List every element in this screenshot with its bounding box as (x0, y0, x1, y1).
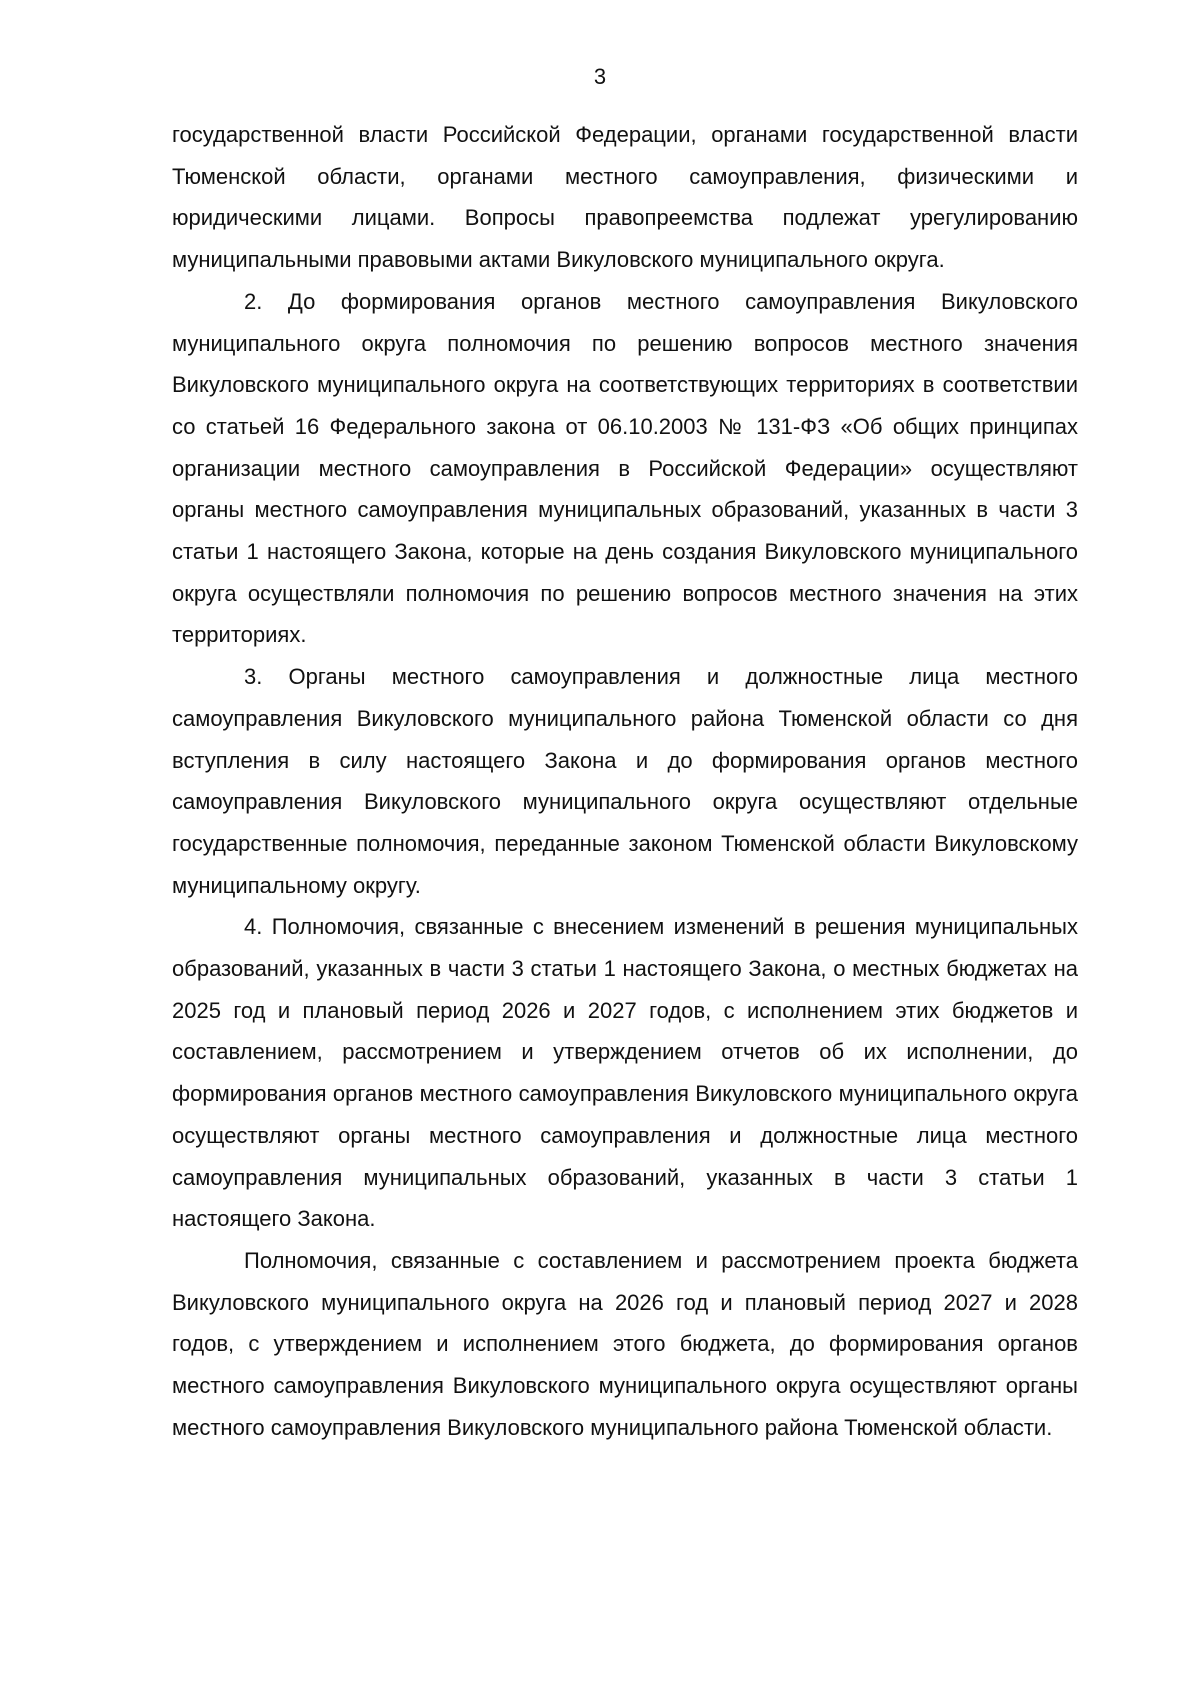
paragraph-continuation: государственной власти Российской Федерации, органами государственной власти Тюменской области, органами местного самоуправления, физическими и юридическими лицами. Вопросы правопреемства подлежат урегулированию муниципальными правовыми актами Викуловского муниципального округа. (172, 122, 1078, 273)
paragraph-item-4-continued: Полномочия, связанные с составлением и рассмотрением проекта бюджета Викуловского муниципального округа на 2026 год и плановый период 2027 и 2028 годов, с утверждением и исполнением этого бюджета, до формирования органов местного самоуправления Викуловского муниципального округа осуществляют органы местного самоуправления Викуловского муниципального района Тюменской области. (172, 1247, 1078, 1440)
paragraph-item-4: 4. Полномочия, связанные с внесением изменений в решения муниципальных образований, указанных в части 3 статьи 1 настоящего Закона, о местных бюджетах на 2025 год и плановый период 2026 и 2027 годов, с исполнением этих бюджетов и составлением, рассмотрением и утверждением отчетов об их исполнении, до формирования органов местного самоуправления Викуловского муниципального округа осуществляют органы местного самоуправления и должностные лица местного самоуправления муниципальных образований, указанных в части 3 статьи 1 настоящего Закона. (172, 914, 1078, 1232)
document-body (172, 114, 1078, 1449)
paragraph-item-3: 3. Органы местного самоуправления и должностные лица местного самоуправления Викуловского муниципального района Тюменской области со дня вступления в силу настоящего Закона и до формирования органов местного самоуправления Викуловского муниципального округа осуществляют отдельные государственные полномочия, переданные законом Тюменской области Викуловскому муниципальному округу. (172, 664, 1078, 898)
paragraph-item-2: 2. До формирования органов местного самоуправления Викуловского муниципального округа полномочия по решению вопросов местного значения Викуловского муниципального округа на соответствующих территориях в соответствии со статьей 16 Федерального закона от 06.10.2003 № 131-ФЗ «Об общих принципах организации местного самоуправления в Российской Федерации» осуществляют органы местного самоуправления муниципальных образований, указанных в части 3 статьи 1 настоящего Закона, которые на день создания Викуловского муниципального округа осуществляли полномочия по решению вопросов местного значения на этих территориях. (172, 288, 1078, 648)
page-number: 3 (593, 64, 607, 89)
